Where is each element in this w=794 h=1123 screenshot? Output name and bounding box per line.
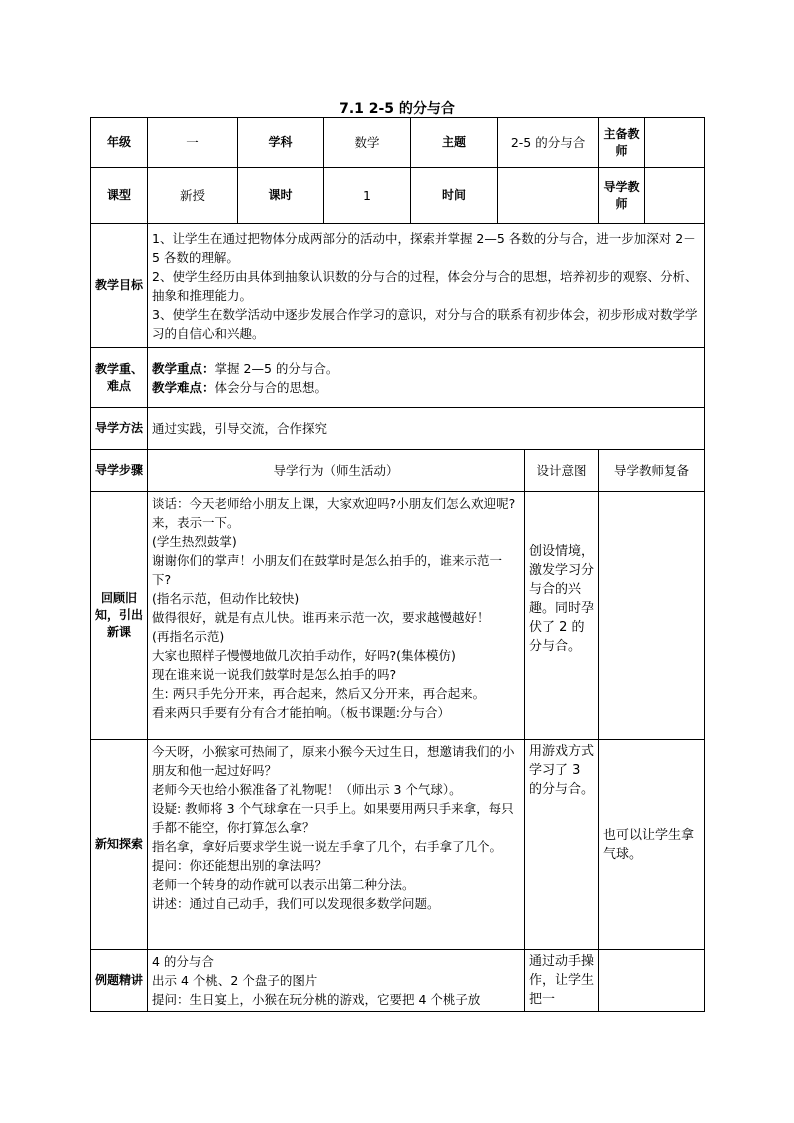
- section-row: [91, 492, 705, 740]
- grade-label: 年级: [91, 118, 148, 168]
- section-label: 新知探索: [91, 740, 148, 950]
- section-intent: 创设情境，激发学习分与合的兴趣。同时孕伏了 2 的分与合。: [525, 492, 599, 740]
- content-line: 谈话：今天老师给小朋友上课，大家欢迎吗?小朋友们怎么欢迎呢?来，表示一下。: [152, 496, 516, 530]
- topic-value: 2-5 的分与合: [498, 118, 599, 168]
- content-line: 生: 两只手先分开来，再合起来，然后又分开来，再合起来。: [152, 686, 486, 701]
- objectives-label: 教学目标: [91, 224, 148, 348]
- content-line: 4 的分与合: [152, 954, 214, 969]
- section-review: [599, 950, 705, 1012]
- period-value: 1: [324, 168, 411, 224]
- header-row-1: [91, 118, 705, 168]
- lesson-plan-table: [90, 117, 705, 1012]
- review-header: 导学教师复备: [599, 450, 705, 492]
- header-row-2: [91, 168, 705, 224]
- lead-teacher-label: 主备教师: [599, 118, 645, 168]
- section-intent: 通过动手操作，让学生把一: [525, 950, 599, 1012]
- content-line: 指名拿，拿好后要求学生说一说左手拿了几个，右手拿了几个。: [152, 839, 503, 854]
- guide-teacher-value: [645, 168, 705, 224]
- key-point-text: 掌握 2—5 的分与合。: [214, 360, 339, 376]
- period-label: 课时: [238, 168, 324, 224]
- key-point-line: [152, 359, 700, 378]
- guide-teacher-label: 导学教师: [599, 168, 645, 224]
- lead-teacher-value: [645, 118, 705, 168]
- intent-header: 设计意图: [525, 450, 599, 492]
- document-title: 7.1 2-5 的分与合: [339, 101, 455, 117]
- lesson-type-label: 课型: [91, 168, 148, 224]
- objective-item: 1、让学生在通过把物体分成两部分的活动中，探索并掌握 2—5 各数的分与合，进一步加深对 2－5 各数的理解。: [152, 230, 696, 265]
- key-points-row: [91, 348, 705, 408]
- content-line: (学生热烈鼓掌): [152, 534, 237, 549]
- topic-label: 主题: [411, 118, 498, 168]
- activity-header: 导学行为（师生活动）: [148, 450, 525, 492]
- method-text: 通过实践，引导交流，合作探究: [148, 408, 705, 450]
- method-label: 导学方法: [91, 408, 148, 450]
- difficult-point-title: 教学难点：: [152, 379, 215, 395]
- objectives-row: [91, 224, 705, 348]
- content-line: 出示 4 个桃、2 个盘子的图片: [152, 973, 318, 988]
- content-line: 老师一个转身的动作就可以表示出第二种分法。: [152, 877, 415, 892]
- section-row: [91, 950, 705, 1012]
- steps-label: 导学步骤: [91, 450, 148, 492]
- time-label: 时间: [411, 168, 498, 224]
- content-line: 看来两只手要有分有合才能拍响。（板书课题:分与合）: [152, 705, 450, 720]
- content-line: 设疑: 教师将 3 个气球拿在一只手上。如果要用两只手来拿，每只手都不能空，你打算怎么拿？: [152, 801, 514, 835]
- lesson-type-value: 新授: [148, 168, 238, 224]
- section-label: 回顾旧知，引出新课: [91, 492, 148, 740]
- content-line: (再指名示范): [152, 629, 225, 644]
- steps-header-row: [91, 450, 705, 492]
- time-value: [498, 168, 599, 224]
- content-line: 谢谢你们的掌声！小朋友们在鼓掌时是怎么拍手的，谁来示范一下?: [152, 553, 503, 587]
- content-line: (指名示范，但动作比较快): [152, 591, 300, 606]
- section-review: 也可以让学生拿气球。: [599, 740, 705, 950]
- content-line: 提问：生日宴上，小猴在玩分桃的游戏，它要把 4 个桃子放: [152, 992, 481, 1007]
- content-line: 大家也照样子慢慢地做几次拍手动作，好吗?(集体模仿): [152, 648, 456, 663]
- section-content: [148, 740, 525, 950]
- content-line: 现在谁来说一说我们鼓掌时是怎么拍手的吗?: [152, 667, 397, 682]
- section-label: 例题精讲: [91, 950, 148, 1012]
- key-point-title: 教学重点：: [152, 360, 215, 376]
- objective-item: 3、使学生在数学活动中逐步发展合作学习的意识，对分与合的联系有初步体会，初步形成对数学学习的自信心和兴趣。: [152, 306, 698, 341]
- key-points-cell: [148, 348, 705, 408]
- difficult-point-line: [152, 378, 700, 397]
- section-content: [148, 950, 525, 1012]
- method-row: [91, 408, 705, 450]
- content-line: 今天呀，小猴家可热闹了，原来小猴今天过生日，想邀请我们的小朋友和他一起过好吗？: [152, 744, 515, 778]
- content-line: 讲述：通过自己动手，我们可以发现很多数学问题。: [152, 896, 440, 911]
- difficult-point-text: 体会分与合的思想。: [214, 379, 328, 395]
- content-line: 老师今天也给小猴准备了礼物呢！（师出示 3 个气球）。: [152, 782, 462, 797]
- content-line: 做得很好，就是有点儿快。谁再来示范一次，要求越慢越好！: [152, 610, 490, 625]
- subject-value: 数学: [324, 118, 411, 168]
- grade-value: 一: [148, 118, 238, 168]
- key-points-label: 教学重、难点: [91, 348, 148, 408]
- subject-label: 学科: [238, 118, 324, 168]
- section-review: [599, 492, 705, 740]
- section-content: [148, 492, 525, 740]
- section-intent: 用游戏方式学习了 3 的分与合。: [525, 740, 599, 950]
- section-row: [91, 740, 705, 950]
- objectives-cell: [148, 224, 705, 348]
- objective-item: 2、使学生经历由具体到抽象认识数的分与合的过程，体会分与合的思想，培养初步的观察、分析、抽象和推理能力。: [152, 268, 698, 303]
- content-line: 提问：你还能想出别的拿法吗？: [152, 858, 328, 873]
